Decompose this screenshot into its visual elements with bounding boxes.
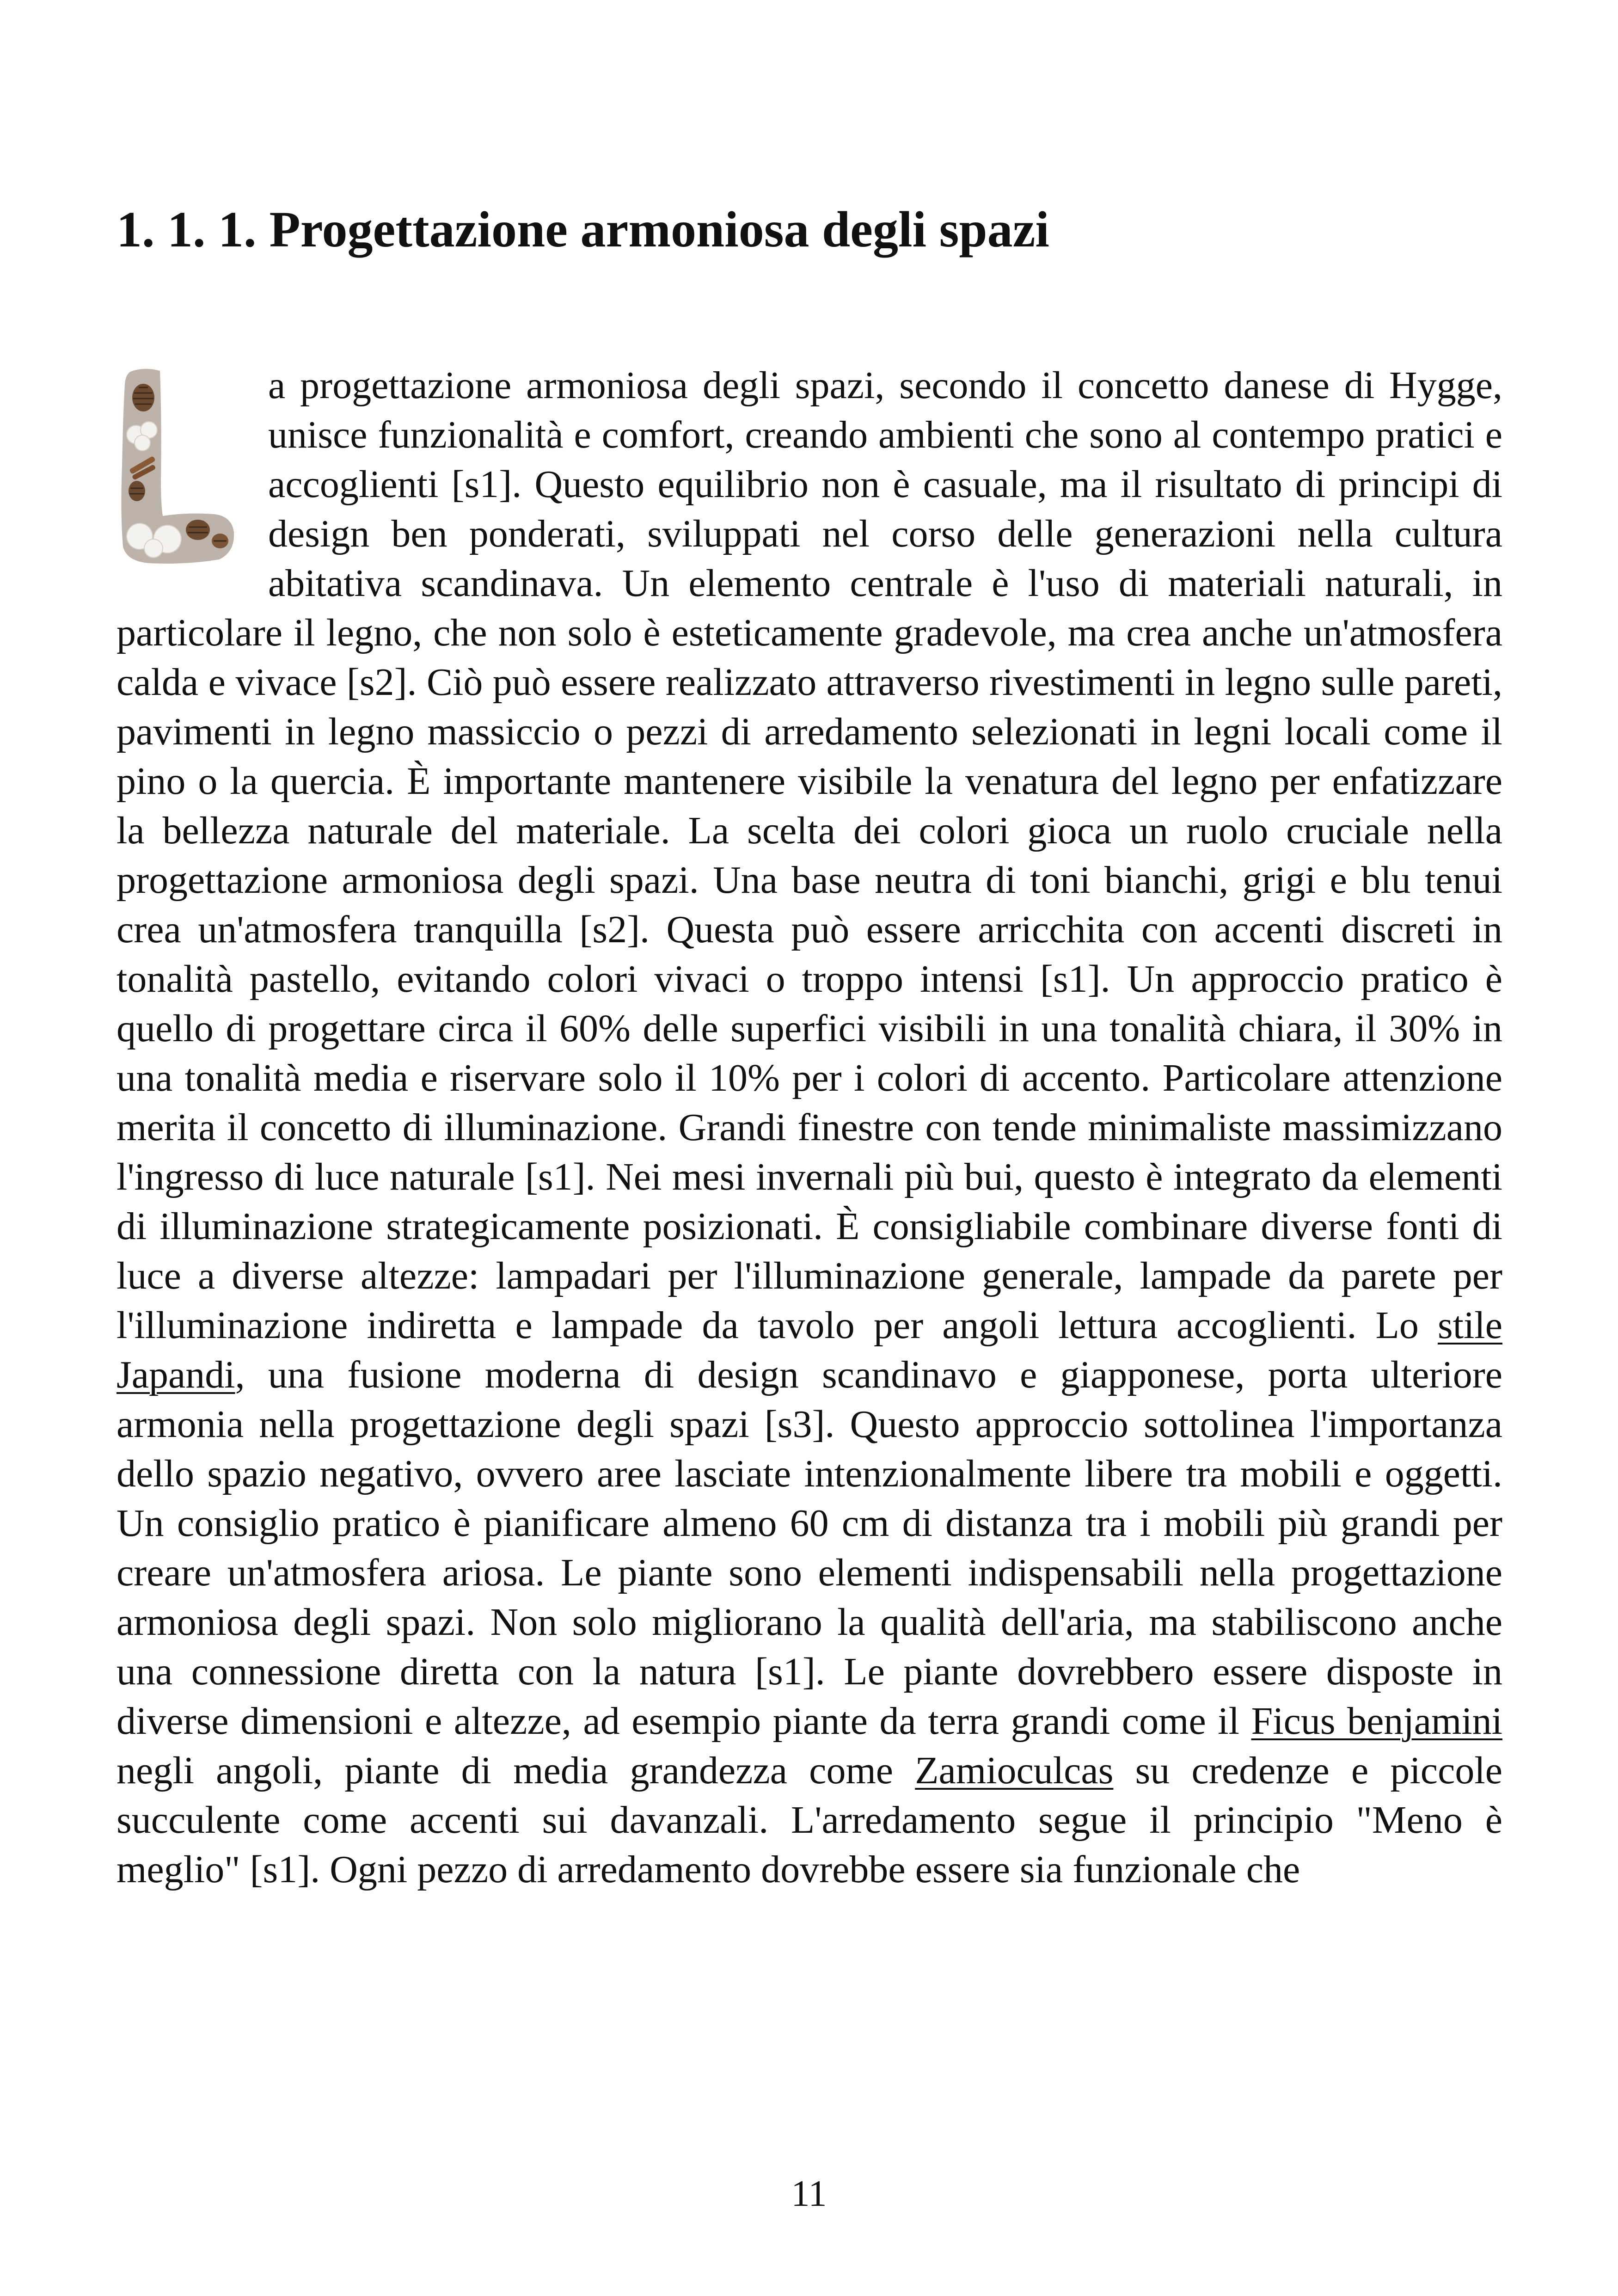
section-number: 1. 1. 1. (116, 201, 257, 258)
body-text-part-3: negli angoli, piante di media grandezza come (116, 1749, 915, 1792)
page-number: 11 (791, 2173, 827, 2214)
body-text-part-1: a progettazione armoniosa degli spazi, secondo il concetto danese di Hygge, unisce funzionalità e comfort, creando ambienti che sono al contempo pratici e accoglienti [s1]. Questo equilibrio non è casuale, ma il risultato di principi di design ben ponderati, sviluppati nel corso delle generazioni nella cultura abitativa scandinava. Un elemento centrale è l'uso di materiali naturali, in particolare il legno, che non solo è esteticamente gradevole, ma crea anche un'atmosfera calda e vivace [s2]. Ciò può essere realizzato attraverso rivestimenti in legno sulle pareti, pavimenti in legno massiccio o pezzi di arredamento selezionati in legni locali come il pino o la quercia. È importante mantenere visibile la venatura del legno per enfatizzare la bellezza naturale del materiale. La scelta dei colori gioca un ruolo cruciale nella progettazione armoniosa degli spazi. Una base neutra di toni bianchi, grigi e blu tenui crea un'atmosfera tranquilla [s2]. Questa può essere arricchita con accenti discreti in tonalità pastello, evitando colori vivaci o troppo intensi [s1]. Un approccio pratico è quello di progettare circa il 60% delle superfici visibili in una tonalità chiara, il 30% in una tonalità media e riservare solo il 10% per i colori di accento. Particolare attenzione merita il concetto di illuminazione. Grandi finestre con tende minimaliste massimizzano l'ingresso di luce naturale [s1]. Nei mesi invernali più bui, questo è integrato da elementi di illuminazione strategicamente posizionati. È consigliabile combinare diverse fonti di luce a diverse altezze: lampadari per l'illuminazione generale, lampade da parete per l'illuminazione indiretta e lampade da tavolo per angoli lettura accoglienti. Lo (116, 364, 1502, 1347)
link-ficus-benjamini[interactable]: Ficus benjamini (1251, 1700, 1503, 1743)
section-heading (116, 199, 1049, 260)
drop-cap-L (116, 365, 238, 569)
link-zamioculcas[interactable]: Zamioculcas (915, 1749, 1114, 1792)
body-text-part-4: su credenze e piccole succulente come accenti sui davanzali. L'arredamento segue il principio "Meno è meglio" [s1]. Ogni pezzo di arredamento dovrebbe essere sia funzionale che (116, 1749, 1502, 1891)
body-text-part-2: , una fusione moderna di design scandinavo e giapponese, porta ulteriore armonia nella progettazione degli spazi [s3]. Questo approccio sottolinea l'importanza dello spazio negativo, ovvero aree lasciate intenzionalmente libere tra mobili e oggetti. Un consiglio pratico è pianificare almeno 60 cm di distanza tra i mobili più grandi per creare un'atmosfera ariosa. Le piante sono elementi indispensabili nella progettazione armoniosa degli spazi. Non solo migliorano la qualità dell'aria, ma stabiliscono anche una connessione diretta con la natura [s1]. Le piante dovrebbero essere disposte in diverse dimensioni e altezze, ad esempio piante da terra grandi come il (116, 1353, 1502, 1743)
link-stile-japandi[interactable]: stile Japandi (116, 1304, 1502, 1396)
section-title: Progettazione armoniosa degli spazi (269, 201, 1049, 258)
felt-letter-L-with-pinecones-and-cotton-icon (116, 365, 238, 569)
body-paragraph (116, 361, 1502, 1894)
